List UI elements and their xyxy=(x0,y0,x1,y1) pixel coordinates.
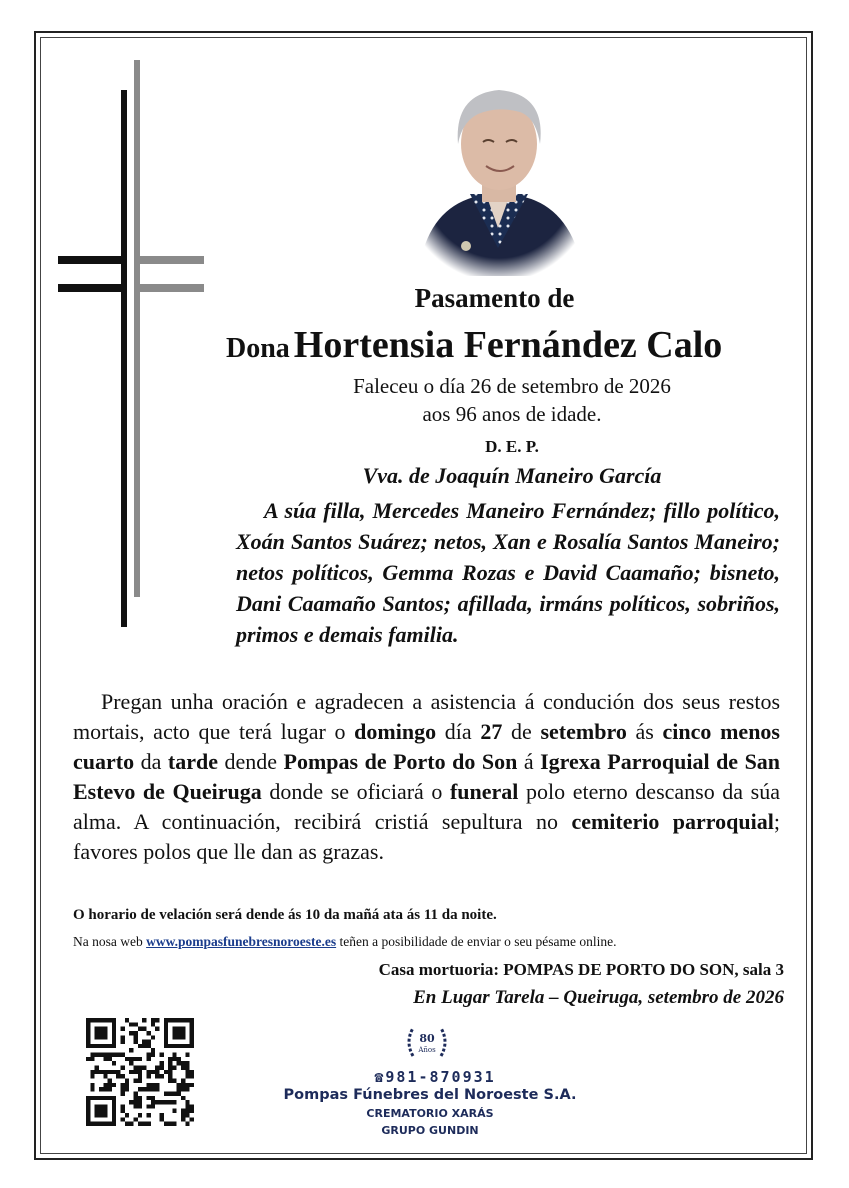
portrait-photo xyxy=(408,78,590,276)
qr-code-icon[interactable] xyxy=(86,1018,194,1126)
dep-text: D. E. P. xyxy=(485,437,539,456)
web-note: Na nosa web www.pompasfunebresnoroeste.es teñen a posibilidade de enviar o seu pésame online. xyxy=(73,934,617,949)
company-name: Pompas Fúnebres del Noroeste S.A. xyxy=(283,1087,577,1103)
website-link[interactable]: www.pompasfunebresnoroeste.es xyxy=(146,934,337,949)
place-date: En Lugar Tarela – Queiruga, setembro de 2026 xyxy=(413,987,784,1008)
death-date: Faleceu o día 26 de setembro de 2026 xyxy=(353,374,671,398)
death-info xyxy=(232,372,792,428)
deceased-name: Hortensia Fernández Calo xyxy=(293,324,723,366)
ceremony-text: Pregan unha oración e agradecen a asistencia á condución dos seus restos mortais, acto que terá lugar o domingo día 27 de setembro ás cinco menos cuarto da tarde dende Pompas de Porto do Son á Igrexa Parroquial de San Estevo de Queiruga donde se oficiará o funeral polo eterno descanso da súa alma. A continuación, recibirá cristiá sepultura no cemiterio parroquial; favores polos que lle dan as grazas. xyxy=(73,689,781,864)
funeral-home: Casa mortuoria: POMPAS DE PORTO DO SON, sala 3 xyxy=(378,960,784,979)
group-name: GRUPO GUNDIN xyxy=(381,1124,479,1137)
widow-text: Vva. de Joaquín Maneiro García xyxy=(362,463,662,488)
phone-number: ☎981-870931 xyxy=(374,1068,496,1086)
wake-hours: O horario de velación será dende ás 10 da mañá ata ás 11 da noite. xyxy=(73,907,497,923)
anniversary-badge-icon xyxy=(403,1018,451,1066)
crematorium-name: CREMATORIO XARÁS xyxy=(366,1107,494,1120)
family-text: A súa filla, Mercedes Maneiro Fernández; fillo político, Xoán Santos Suárez; netos, Xan e Rosalía Santos Maneiro; netos políticos, Gemma Rozas e David Caamaño; bisneto, Dani Caamaño Santos; afillada, irmáns políticos, sobriños, primos e demais familia. xyxy=(236,498,780,647)
page-title: Pasamento de xyxy=(414,283,575,313)
badge-word: Años xyxy=(418,1046,436,1054)
phone-icon: ☎ xyxy=(374,1068,386,1086)
death-age: aos 96 anos de idade. xyxy=(422,402,602,426)
badge-number: 80 xyxy=(419,1032,435,1045)
title-prefix: Dona xyxy=(226,333,290,364)
deceased-title xyxy=(226,323,722,367)
